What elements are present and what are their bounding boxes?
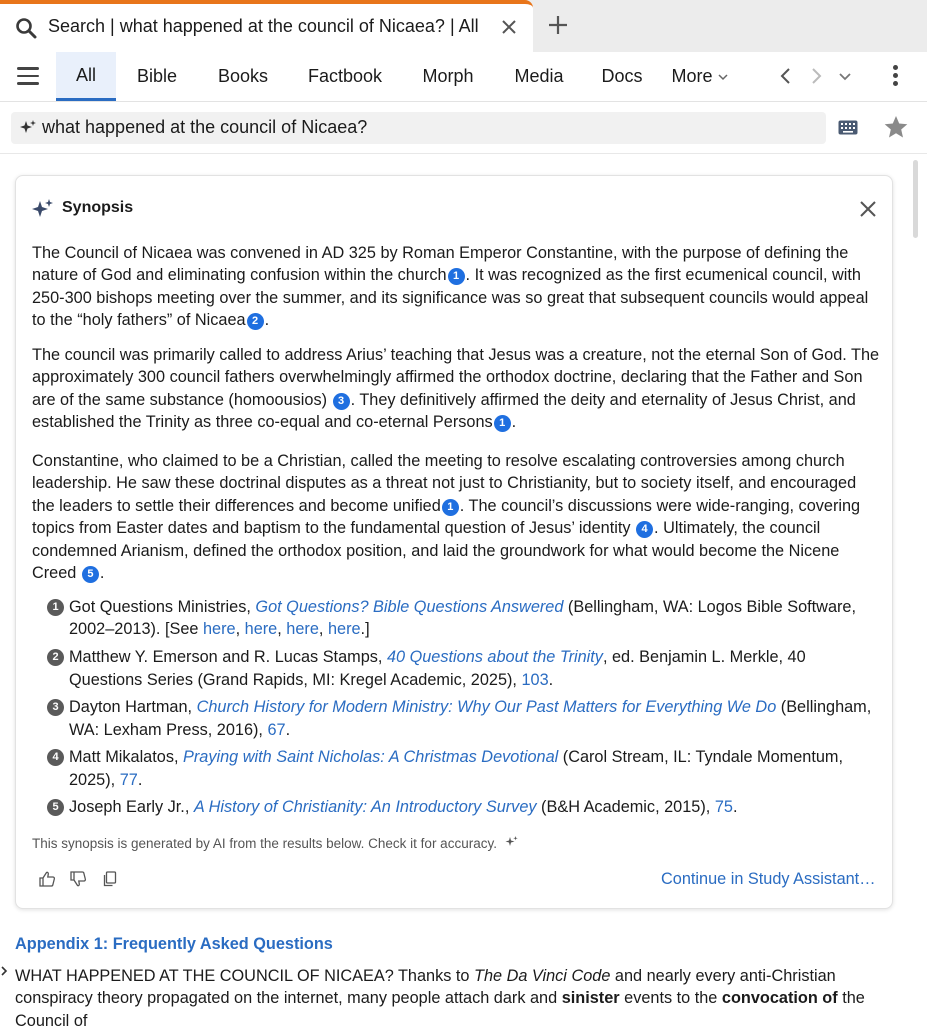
highlighted-term: convocation of: [721, 989, 838, 1008]
close-icon[interactable]: [859, 200, 877, 218]
tab-bible[interactable]: Bible: [136, 66, 178, 86]
synopsis-card: [15, 175, 893, 909]
plus-icon[interactable]: [546, 13, 570, 37]
tab-factbook[interactable]: Factbook: [307, 66, 383, 86]
close-icon[interactable]: [499, 17, 519, 37]
reference-page-link[interactable]: here: [202, 620, 236, 639]
sparkle-icon: [32, 198, 54, 220]
synopsis-paragraph: The council was primarily called to address Arius’ teaching that Jesus was a creature, not the eternal Son of God. The approximately 300 council fathers overwhelmingly affirmed the orthodox doctrine, declaring that the Father and Son are of the same substance (homoousios) 3 . They definitively affirmed the deity and eternality of Jesus Christ, and established the Trinity as three co-equal and co-eternal Persons 1 .: [32, 346, 880, 432]
sparkle-icon: [505, 836, 518, 849]
reference-page-link[interactable]: 67: [267, 720, 286, 739]
search-row: [0, 102, 927, 154]
reference-list: [47, 596, 877, 824]
reference-number: 5: [47, 799, 64, 816]
citation-badge[interactable]: 1: [442, 499, 459, 516]
chevron-right-icon[interactable]: [0, 960, 10, 982]
search-icon: [14, 16, 38, 40]
result-heading-link[interactable]: Appendix 1: Frequently Asked Questions: [15, 935, 333, 953]
tab-all[interactable]: All: [56, 52, 116, 101]
synopsis-paragraph: The Council of Nicaea was convened in AD 325 by Roman Emperor Constantine, with the purpose of defining the nature of God and eliminating confusion within the church 1 . It was recognized as the first ecumenical council, with 250-300 bishops meeting over the summer, and its significance was so great that subsequent councils would appeal to the “holy fathers” of Nicaea 2 .: [32, 244, 869, 330]
reference-page-link[interactable]: here: [327, 620, 361, 639]
italic-title: The Da Vinci Code: [474, 967, 611, 985]
more-label: More: [671, 66, 713, 86]
forward-arrow-icon[interactable]: [806, 66, 826, 86]
reference-title-link[interactable]: Praying with Saint Nicholas: A Christmas Devotional: [183, 748, 559, 767]
tab-strip: [0, 0, 927, 52]
synopsis-paragraph: Constantine, who claimed to be a Christian, called the meeting to resolve escalating controversies among church leadership. He saw these doctrinal disputes as a threat not just to Christianity, but to society itself, and encouraged the leaders to settle their differences and become unified 1 . The council’s discussions were wide-ranging, covering topics from Easter dates and baptism to the fundamental question of Jesus’ identity 4 . Ultimately, the council condemned Arianism, defined the orthodox position, and laid the groundwork for what would become the Nicene Creed 5 .: [32, 452, 861, 583]
tab-docs[interactable]: Docs: [601, 66, 643, 86]
history-chevron-down-icon[interactable]: [835, 66, 855, 86]
tab-morph[interactable]: Morph: [422, 66, 474, 86]
citation-badge[interactable]: 2: [247, 313, 264, 330]
reference-number: 4: [47, 749, 64, 766]
tab-media[interactable]: Media: [514, 66, 564, 86]
disclaimer-text: This synopsis is generated by AI from the results below. Check it for accuracy.: [32, 836, 497, 851]
citation-badge[interactable]: 4: [636, 521, 653, 538]
copy-icon[interactable]: [101, 870, 119, 888]
search-query: what happened at the council of Nicaea?: [42, 117, 368, 137]
back-arrow-icon[interactable]: [776, 66, 796, 86]
reference-title-link[interactable]: 40 Questions about the Trinity: [386, 648, 603, 667]
menu-icon[interactable]: [17, 67, 39, 85]
citation-badge[interactable]: 1: [448, 268, 465, 285]
continue-in-study-assistant-link[interactable]: Continue in Study Assistant…: [661, 870, 876, 888]
reference-page-link[interactable]: 103: [521, 670, 549, 689]
reference-page-link[interactable]: here: [244, 620, 278, 639]
chevron-down-icon: [717, 71, 729, 83]
reference-item: 3 Dayton Hartman, Church History for Modern Ministry: Why Our Past Matters for Everything We Do (Bellingham, WA: Lexham Press, 2016), 67.: [47, 696, 877, 741]
citation-badge[interactable]: 5: [82, 566, 99, 583]
reference-number: 3: [47, 699, 64, 716]
search-tab[interactable]: [0, 0, 533, 52]
reference-page-link[interactable]: here: [286, 620, 319, 639]
reference-title-link[interactable]: A History of Christianity: An Introductory Survey: [193, 798, 537, 817]
search-input[interactable]: [11, 112, 826, 144]
thumbs-up-icon[interactable]: [38, 870, 56, 888]
star-icon[interactable]: [883, 114, 909, 140]
sparkle-icon: [19, 119, 37, 137]
synopsis-title: Synopsis: [62, 199, 134, 216]
reference-item: 4 Matt Mikalatos, Praying with Saint Nicholas: A Christmas Devotional (Carol Stream, IL: Tyndale Momentum, 2025), 77.: [47, 746, 877, 791]
reference-number: 1: [47, 599, 64, 616]
reference-title-link[interactable]: Got Questions? Bible Questions Answered: [255, 598, 564, 616]
more-dropdown[interactable]: [668, 52, 732, 101]
reference-item: 5 Joseph Early Jr., A History of Christianity: An Introductory Survey (B&H Academic, 2015), 75.: [47, 796, 877, 818]
scrollbar[interactable]: [913, 160, 918, 238]
ai-disclaimer: [32, 836, 518, 851]
reference-page-link[interactable]: 75: [714, 798, 733, 817]
reference-item: 2 Matthew Y. Emerson and R. Lucas Stamps, 40 Questions about the Trinity, ed. Benjamin L. Merkle, 40 Questions Series (Grand Rapids, MI: Kregel Academic, 2025), 103.: [47, 646, 877, 691]
thumbs-down-icon[interactable]: [69, 870, 87, 888]
reference-title-link[interactable]: Church History for Modern Ministry: Why Our Past Matters for Everything We Do: [196, 698, 777, 717]
tab-books[interactable]: Books: [217, 66, 269, 86]
reference-page-link[interactable]: 77: [119, 770, 138, 789]
result-snippet: WHAT HAPPENED AT THE COUNCIL OF NICAEA? Thanks to The Da Vinci Code and nearly every anti-Christian conspiracy theory propagated on the internet, many people attach dark and sinister events to the convocation of the Council of: [15, 967, 865, 1030]
reference-number: 2: [47, 649, 64, 666]
more-options-icon[interactable]: [885, 65, 905, 89]
reference-item: 1 Got Questions Ministries, Got Questions? Bible Questions Answered (Bellingham, WA: Logos Bible Software, 2002–2013). [See here, here, here, here.]: [47, 596, 877, 641]
citation-badge[interactable]: 3: [333, 393, 350, 410]
highlighted-term: sinister: [561, 989, 620, 1008]
resource-filter-bar: [0, 52, 927, 102]
keyboard-icon[interactable]: [838, 120, 858, 135]
citation-badge[interactable]: 1: [494, 415, 511, 432]
tab-title: Search | what happened at the council of Nicaea? | All: [48, 16, 479, 36]
